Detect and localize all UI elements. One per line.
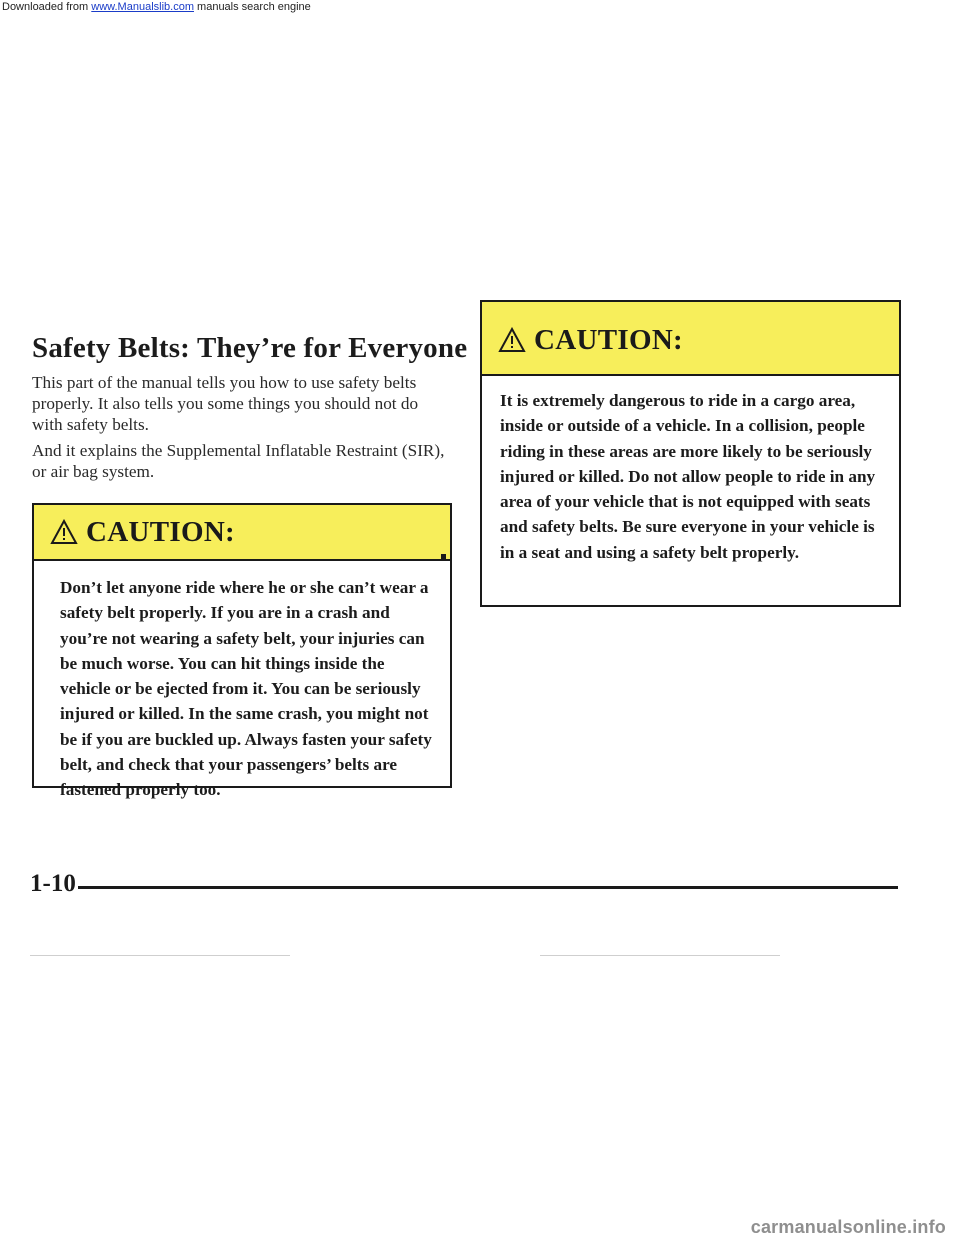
sir-paragraph: And it explains the Supplemental Inflatable Restraint (SIR), or air bag system. (32, 441, 445, 481)
corner-mark (441, 554, 446, 561)
caution-label: CAUTION: (86, 515, 236, 548)
footer-rule (78, 886, 898, 889)
page-number: 1-10 (30, 870, 76, 897)
caution-header (482, 302, 899, 376)
caution-text: It is extremely dangerous to ride in a cargo area, inside or outside of a vehicle. In a collision, people riding in these areas are more likely to be seriously injured or killed. Do not allow people to ride in any area of your vehicle that is not equipped with seats and safety belts. Be sure everyone in your vehicle is in a seat and using a safety belt properly. (500, 391, 876, 562)
warning-triangle-icon (498, 327, 526, 353)
site-watermark: carmanualsonline.info (750, 1217, 946, 1237)
caution-label: CAUTION: (534, 323, 684, 356)
banner-suffix: manuals search engine (193, 1, 311, 13)
caution-box-cargo (480, 300, 901, 607)
scan-artifact-line (30, 955, 290, 956)
scan-artifact-line (540, 955, 780, 956)
section-heading: Safety Belts: They’re for Everyone (32, 332, 468, 364)
download-banner (0, 0, 311, 14)
intro-paragraph: This part of the manual tells you how to use safety belts properly. It also tells you some things you should not do with safety belts. (32, 373, 419, 434)
warning-triangle-icon (50, 519, 78, 545)
caution-header (34, 505, 450, 561)
caution-box-riding (32, 503, 452, 800)
caution-text: Don’t let anyone ride where he or she can’t wear a safety belt properly. If you are in a crash and you’re not wearing a safety belt, your injuries can be much worse. You can hit things inside the vehicle or be ejected from it. You can be seriously injured or killed. In the same crash, you might not be if you are buckled up. Always fasten your safety belt, and check that your passengers’ belts are fastened properly too. (60, 578, 432, 800)
manualslib-link[interactable]: www.Manualslib.com (91, 1, 194, 13)
banner-prefix: Downloaded from (2, 1, 92, 13)
